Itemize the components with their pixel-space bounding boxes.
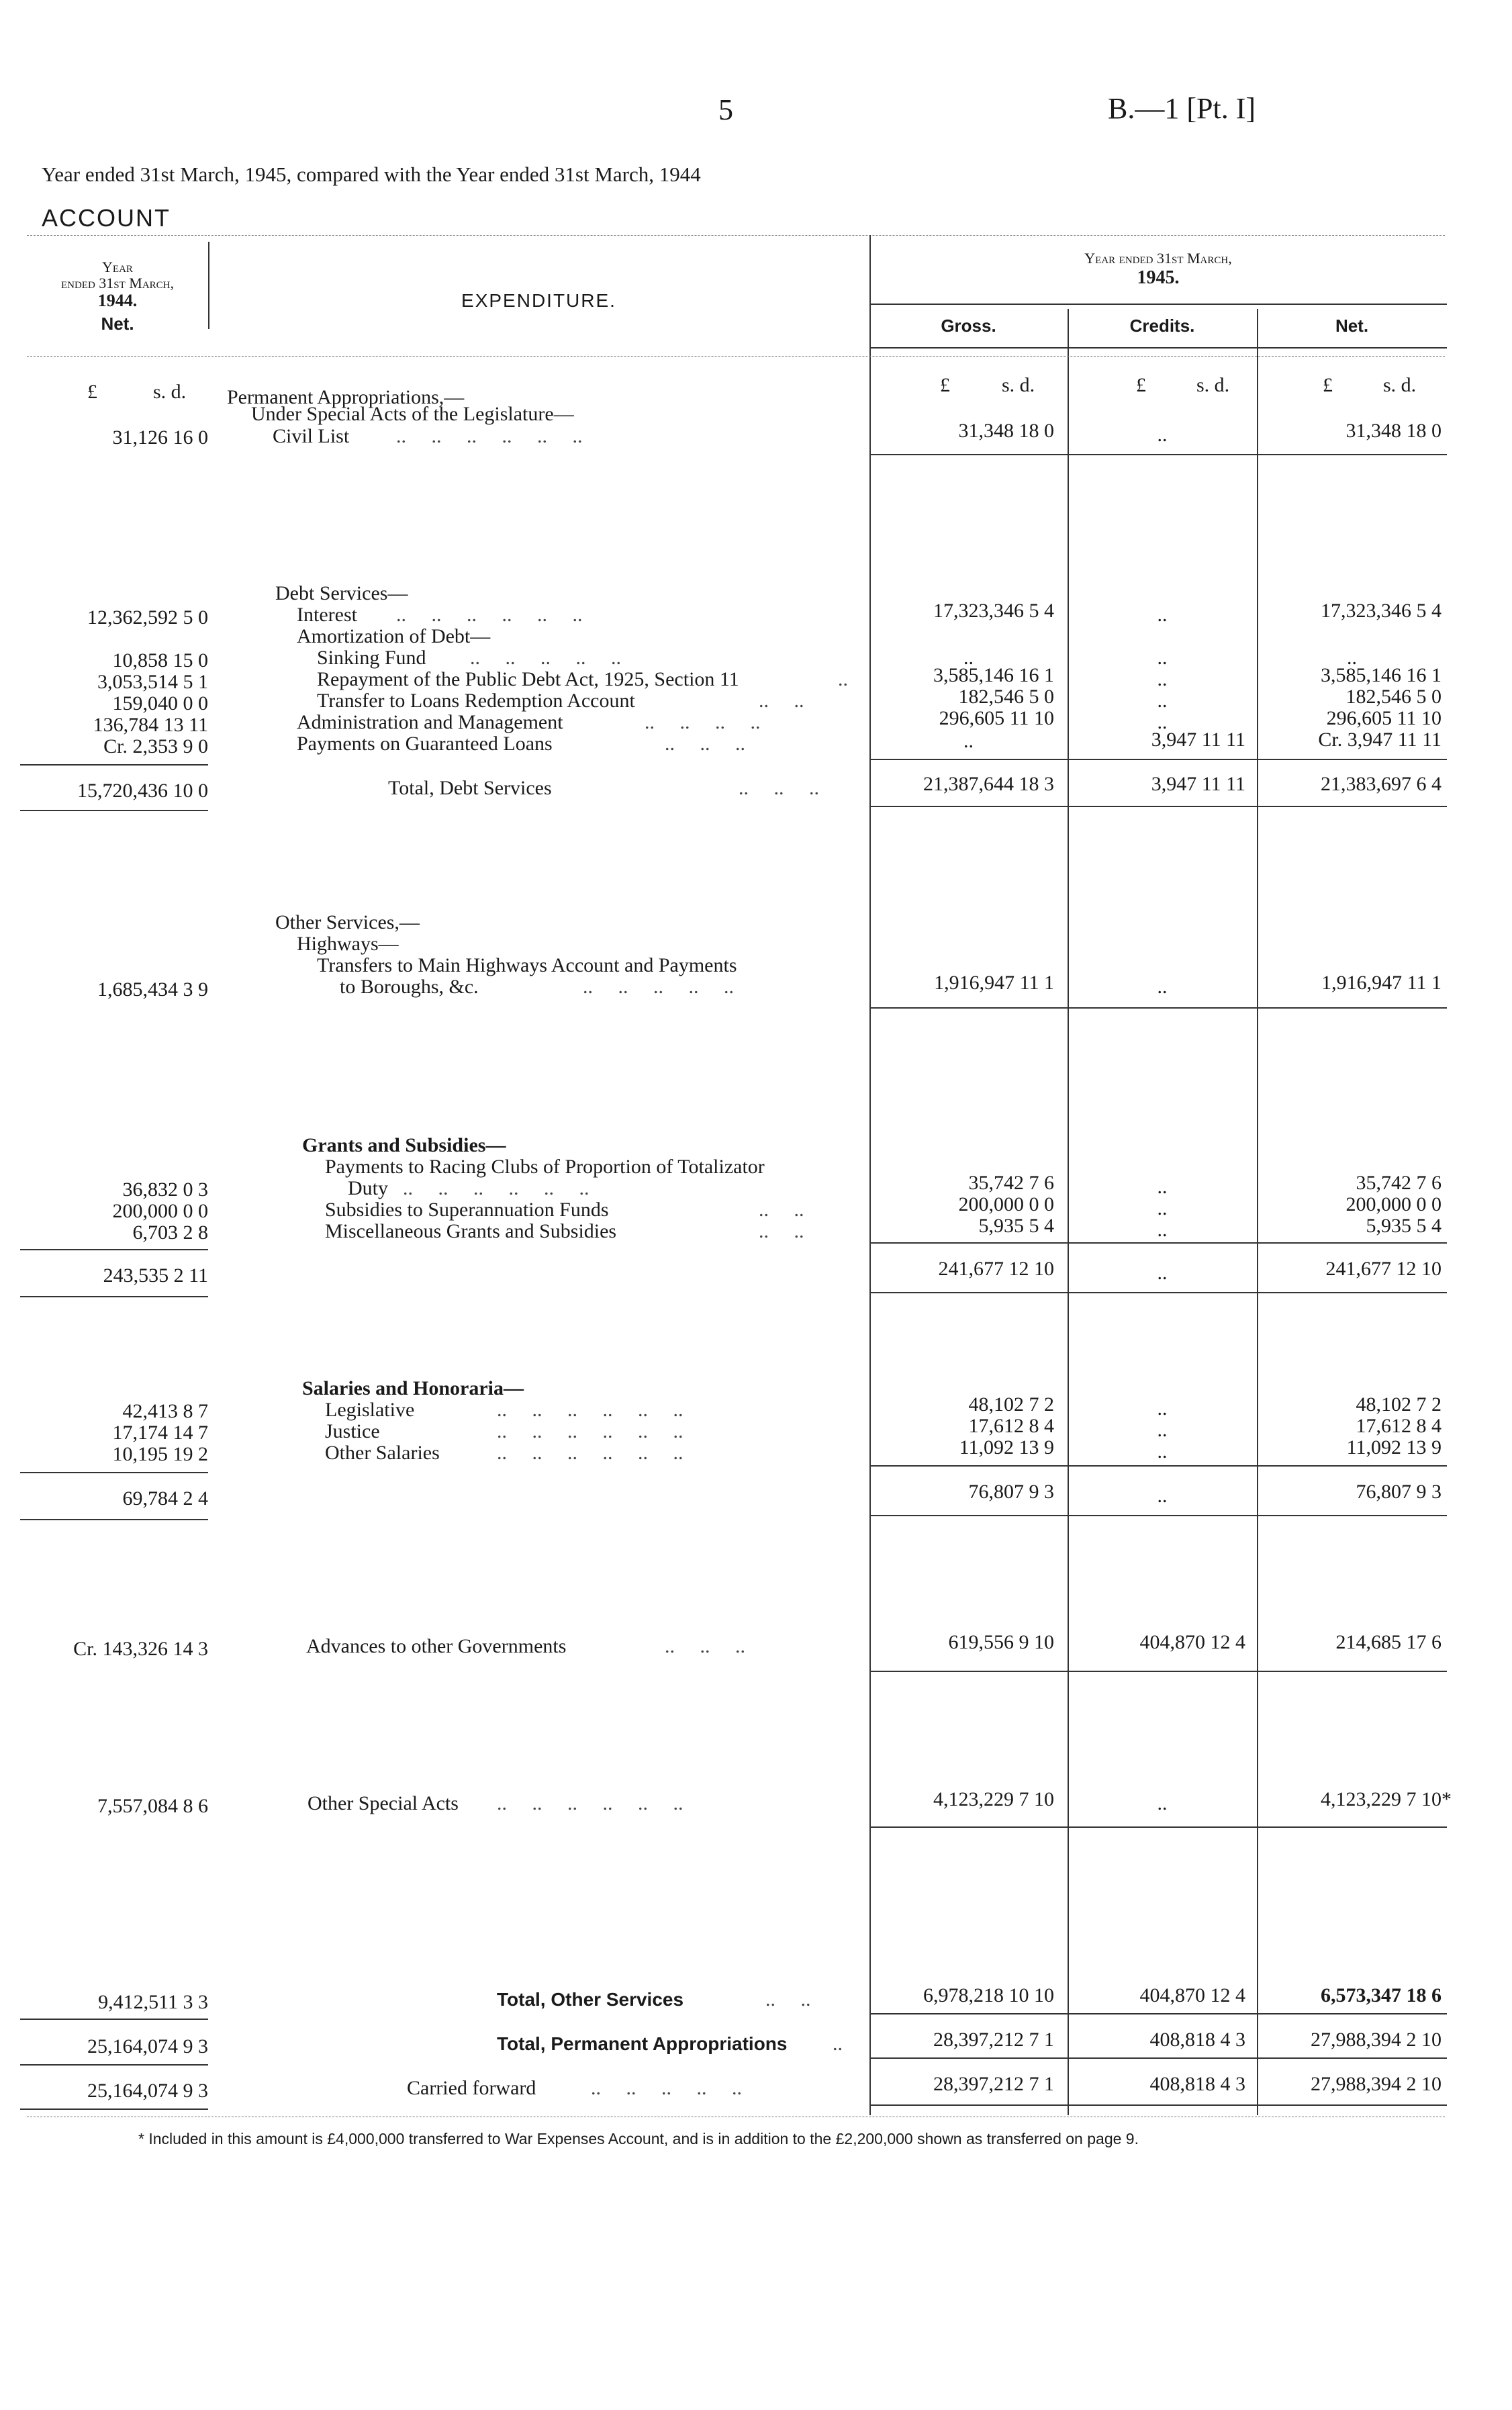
superannuation-prev: 200,000 0 0 bbox=[112, 1200, 208, 1222]
interest-prev: 12,362,592 5 0 bbox=[87, 606, 208, 629]
leader-dots: .. .. .. .. bbox=[645, 711, 761, 733]
interest-net: 17,323,346 5 4 bbox=[1321, 600, 1442, 622]
total-other-label: Total, Other Services bbox=[497, 1989, 684, 2010]
gross-heading: Gross. bbox=[941, 316, 996, 336]
leader-dots: .. .. bbox=[765, 1988, 811, 2010]
debt-total-net: 21,383,697 6 4 bbox=[1321, 773, 1442, 795]
administration-credits: .. bbox=[1157, 711, 1168, 733]
rule-total-other bbox=[869, 2013, 1447, 2014]
salaries-total-net: 76,807 9 3 bbox=[1356, 1481, 1442, 1503]
leader-dots: .. bbox=[838, 668, 848, 690]
guaranteed-net: Cr. 3,947 11 11 bbox=[1318, 729, 1442, 751]
unit-pound-net: £ bbox=[1323, 374, 1333, 396]
rule-highways bbox=[869, 1007, 1447, 1009]
highways-credits: .. bbox=[1157, 976, 1168, 998]
perm-subheading: Under Special Acts of the Legislature— bbox=[251, 403, 574, 425]
carried-forward-credits: 408,818 4 3 bbox=[1149, 2073, 1245, 2095]
rule-salaries-subtotal bbox=[869, 1465, 1447, 1467]
civil-list-label: Civil List bbox=[273, 425, 350, 447]
amortization-heading: Amortization of Debt— bbox=[297, 625, 491, 647]
leader-dots: .. .. .. .. .. .. bbox=[497, 1420, 683, 1442]
debt-total-prev: 15,720,436 10 0 bbox=[77, 780, 208, 802]
leader-dots: .. .. .. bbox=[665, 1635, 745, 1657]
leader-dots: .. .. .. .. .. .. bbox=[403, 1177, 589, 1199]
leader-dots: .. .. .. .. .. bbox=[470, 647, 621, 669]
right-head-1945: 1945. bbox=[1137, 267, 1180, 288]
carried-forward-net: 27,988,394 2 10 bbox=[1311, 2073, 1442, 2095]
highways-net: 1,916,947 11 1 bbox=[1321, 972, 1442, 994]
left-head-net: Net. bbox=[101, 314, 134, 334]
rule-advances bbox=[869, 1671, 1447, 1672]
repayment-credits: .. bbox=[1157, 668, 1168, 690]
debt-total-label: Total, Debt Services bbox=[388, 777, 552, 799]
highways-gross: 1,916,947 11 1 bbox=[934, 972, 1054, 994]
guaranteed-label: Payments on Guaranteed Loans bbox=[297, 733, 553, 755]
rule-total-other-prev bbox=[20, 2019, 208, 2020]
leader-dots: .. .. .. .. .. .. bbox=[497, 1792, 683, 1814]
rule-total-perm-prev bbox=[20, 2064, 208, 2066]
rule-grants-prev bbox=[20, 1249, 208, 1250]
repayment-prev: 3,053,514 5 1 bbox=[97, 671, 208, 693]
rule-total-perm bbox=[869, 2057, 1447, 2059]
administration-label: Administration and Management bbox=[297, 711, 563, 733]
highways-heading: Highways— bbox=[297, 933, 399, 955]
special-acts-prev: 7,557,084 8 6 bbox=[97, 1795, 208, 1817]
legislative-credits: .. bbox=[1157, 1397, 1168, 1420]
sinking-fund-prev: 10,858 15 0 bbox=[112, 649, 208, 671]
unit-sd-gross: s. d. bbox=[1002, 374, 1035, 396]
unit-pound-credits: £ bbox=[1136, 374, 1146, 396]
highways-transfers-line2: to Boroughs, &c. bbox=[340, 976, 479, 998]
sinking-fund-credits: .. bbox=[1157, 647, 1168, 669]
racing-clubs-credits: .. bbox=[1157, 1176, 1168, 1198]
head-rule-columns bbox=[869, 347, 1447, 349]
left-head-1944: 1944. bbox=[97, 291, 138, 310]
interest-credits: .. bbox=[1157, 604, 1168, 626]
interest-gross: 17,323,346 5 4 bbox=[933, 600, 1054, 622]
advances-credits: 404,870 12 4 bbox=[1139, 1631, 1245, 1653]
unit-pound-prev: £ bbox=[87, 381, 97, 403]
leader-dots: .. .. .. bbox=[665, 733, 745, 755]
repayment-label: Repayment of the Public Debt Act, 1925, Section 11 bbox=[317, 668, 739, 690]
legislative-label: Legislative bbox=[325, 1399, 415, 1421]
leader-dots: .. .. .. .. .. bbox=[591, 2077, 742, 2099]
transfer-label: Transfer to Loans Redemption Account bbox=[317, 690, 635, 712]
guaranteed-credits: 3,947 11 11 bbox=[1151, 729, 1245, 751]
total-perm-label: Total, Permanent Appropriations bbox=[497, 2033, 788, 2054]
justice-net: 17,612 8 4 bbox=[1356, 1415, 1442, 1437]
rule-grants-total-prev bbox=[20, 1296, 208, 1297]
total-other-credits: 404,870 12 4 bbox=[1139, 1984, 1245, 2006]
legislative-net: 48,102 7 2 bbox=[1356, 1393, 1442, 1416]
grants-total-credits: .. bbox=[1157, 1262, 1168, 1284]
racing-clubs-line2: Duty bbox=[348, 1177, 388, 1199]
rule-debt-subtotal bbox=[869, 759, 1447, 760]
debt-heading: Debt Services— bbox=[275, 582, 408, 604]
administration-prev: 136,784 13 11 bbox=[93, 714, 208, 736]
rule-debt-prev bbox=[20, 764, 208, 766]
justice-prev: 17,174 14 7 bbox=[112, 1422, 208, 1444]
expenditure-heading: EXPENDITURE. bbox=[461, 290, 616, 311]
racing-clubs-line1: Payments to Racing Clubs of Proportion of Totalizator bbox=[325, 1156, 765, 1178]
head-rule-dashed bbox=[27, 356, 1445, 357]
salaries-heading: Salaries and Honoraria— bbox=[302, 1377, 524, 1399]
justice-label: Justice bbox=[325, 1420, 380, 1442]
highways-transfers-line1: Transfers to Main Highways Account and Payments bbox=[317, 954, 737, 976]
rule-carried-forward bbox=[869, 2104, 1447, 2106]
special-acts-gross: 4,123,229 7 10 bbox=[933, 1788, 1054, 1810]
misc-grants-gross: 5,935 5 4 bbox=[978, 1215, 1054, 1237]
leader-dots: .. .. .. .. .. .. bbox=[497, 1442, 683, 1464]
legislative-prev: 42,413 8 7 bbox=[122, 1400, 208, 1422]
misc-grants-credits: .. bbox=[1157, 1219, 1168, 1241]
rule-grants-subtotal bbox=[869, 1242, 1447, 1244]
leader-dots: .. .. .. .. .. .. bbox=[497, 1399, 683, 1421]
rule-carried-forward-prev bbox=[20, 2108, 208, 2110]
grants-total-gross: 241,677 12 10 bbox=[938, 1258, 1054, 1280]
racing-clubs-prev: 36,832 0 3 bbox=[122, 1178, 208, 1201]
sinking-fund-label: Sinking Fund bbox=[317, 647, 426, 669]
perm-heading: Permanent Appropriations,— bbox=[227, 386, 465, 408]
debt-total-gross: 21,387,644 18 3 bbox=[923, 773, 1054, 795]
leader-dots: .. .. bbox=[759, 1199, 804, 1221]
special-acts-net: 4,123,229 7 10* bbox=[1321, 1788, 1452, 1810]
civil-list-credits: .. bbox=[1157, 424, 1168, 446]
carried-forward-gross: 28,397,212 7 1 bbox=[933, 2073, 1054, 2095]
grants-total-prev: 243,535 2 11 bbox=[103, 1264, 208, 1287]
guaranteed-gross: .. bbox=[963, 730, 974, 752]
transfer-prev: 159,040 0 0 bbox=[112, 692, 208, 714]
credits-heading: Credits. bbox=[1129, 316, 1195, 336]
other-salaries-gross: 11,092 13 9 bbox=[959, 1436, 1054, 1458]
leader-dots: .. .. .. .. .. .. bbox=[396, 425, 583, 447]
rule-grants-total bbox=[869, 1292, 1447, 1293]
rule-debt-total bbox=[869, 806, 1447, 807]
superannuation-label: Subsidies to Superannuation Funds bbox=[325, 1199, 609, 1221]
right-head-year: Year ended 31st March, bbox=[1084, 250, 1232, 267]
total-other-net: 6,573,347 18 6 bbox=[1321, 1984, 1442, 2006]
interest-label: Interest bbox=[297, 604, 357, 626]
other-services-heading: Other Services,— bbox=[275, 911, 420, 933]
superannuation-credits: .. bbox=[1157, 1197, 1168, 1219]
head-rule-year bbox=[869, 304, 1447, 305]
justice-credits: .. bbox=[1157, 1419, 1168, 1441]
unit-pound-gross: £ bbox=[940, 374, 950, 396]
page-number: 5 bbox=[718, 93, 733, 126]
repayment-gross: 3,585,146 16 1 bbox=[933, 664, 1054, 686]
net-heading: Net. bbox=[1335, 316, 1369, 336]
sinking-fund-net: .. bbox=[1347, 647, 1357, 669]
leader-dots: .. .. .. .. .. bbox=[583, 976, 734, 998]
rule-salaries-prev bbox=[20, 1472, 208, 1473]
page-subtitle: Year ended 31st March, 1945, compared with the Year ended 31st March, 1944 bbox=[42, 163, 701, 186]
rule-debt-total-prev bbox=[20, 810, 208, 811]
debt-total-credits: 3,947 11 11 bbox=[1151, 773, 1245, 795]
total-perm-gross: 28,397,212 7 1 bbox=[933, 2029, 1054, 2051]
unit-sd-net: s. d. bbox=[1383, 374, 1417, 396]
rule-salaries-total-prev bbox=[20, 1519, 208, 1520]
total-perm-prev: 25,164,074 9 3 bbox=[87, 2035, 208, 2057]
civil-list-net: 31,348 18 0 bbox=[1345, 420, 1442, 442]
leader-dots: .. bbox=[833, 2033, 843, 2055]
highways-prev: 1,685,434 3 9 bbox=[97, 978, 208, 1001]
document-reference: B.—1 [Pt. I] bbox=[1108, 92, 1256, 125]
grants-total-net: 241,677 12 10 bbox=[1325, 1258, 1442, 1280]
sinking-fund-gross: .. bbox=[963, 647, 974, 669]
leader-dots: .. .. .. .. .. .. bbox=[396, 604, 583, 626]
left-head-year: Year bbox=[102, 259, 133, 275]
civil-list-gross: 31,348 18 0 bbox=[958, 420, 1054, 442]
advances-net: 214,685 17 6 bbox=[1335, 1631, 1442, 1653]
leader-dots: .. .. .. bbox=[739, 777, 819, 799]
rule-salaries-total bbox=[869, 1515, 1447, 1516]
legislative-gross: 48,102 7 2 bbox=[968, 1393, 1054, 1416]
unit-sd-prev: s. d. bbox=[153, 381, 187, 403]
misc-grants-label: Miscellaneous Grants and Subsidies bbox=[325, 1220, 617, 1242]
transfer-net: 182,546 5 0 bbox=[1345, 686, 1442, 708]
civil-list-prev: 31,126 16 0 bbox=[112, 426, 208, 449]
account-title: ACCOUNT bbox=[42, 204, 171, 232]
repayment-net: 3,585,146 16 1 bbox=[1321, 664, 1442, 686]
carried-forward-label: Carried forward bbox=[407, 2077, 536, 2099]
salaries-total-gross: 76,807 9 3 bbox=[968, 1481, 1054, 1503]
transfer-credits: .. bbox=[1157, 690, 1168, 712]
unit-sd-credits: s. d. bbox=[1196, 374, 1230, 396]
misc-grants-net: 5,935 5 4 bbox=[1366, 1215, 1442, 1237]
superannuation-gross: 200,000 0 0 bbox=[958, 1193, 1054, 1215]
advances-label: Advances to other Governments bbox=[306, 1635, 567, 1657]
racing-clubs-gross: 35,742 7 6 bbox=[968, 1172, 1054, 1194]
top-rule bbox=[27, 235, 1445, 236]
other-salaries-label: Other Salaries bbox=[325, 1442, 440, 1464]
grants-heading: Grants and Subsidies— bbox=[302, 1134, 506, 1156]
guaranteed-prev: Cr. 2,353 9 0 bbox=[103, 735, 208, 757]
other-salaries-credits: .. bbox=[1157, 1440, 1168, 1463]
special-acts-credits: .. bbox=[1157, 1792, 1168, 1814]
advances-gross: 619,556 9 10 bbox=[948, 1631, 1054, 1653]
total-perm-credits: 408,818 4 3 bbox=[1149, 2029, 1245, 2051]
leader-dots: .. .. bbox=[759, 1220, 804, 1242]
total-other-gross: 6,978,218 10 10 bbox=[923, 1984, 1054, 2006]
left-head-ended: ended 31st March, bbox=[60, 275, 175, 291]
racing-clubs-net: 35,742 7 6 bbox=[1356, 1172, 1442, 1194]
administration-gross: 296,605 11 10 bbox=[939, 707, 1054, 729]
total-other-prev: 9,412,511 3 3 bbox=[98, 1991, 208, 2013]
other-salaries-prev: 10,195 19 2 bbox=[112, 1443, 208, 1465]
misc-grants-prev: 6,703 2 8 bbox=[132, 1221, 208, 1244]
salaries-total-prev: 69,784 2 4 bbox=[122, 1487, 208, 1510]
special-acts-label: Other Special Acts bbox=[308, 1792, 459, 1814]
transfer-gross: 182,546 5 0 bbox=[958, 686, 1054, 708]
advances-prev: Cr. 143,326 14 3 bbox=[73, 1638, 208, 1660]
administration-net: 296,605 11 10 bbox=[1326, 707, 1442, 729]
rule-special-acts bbox=[869, 1826, 1447, 1828]
other-salaries-net: 11,092 13 9 bbox=[1346, 1436, 1442, 1458]
salaries-total-credits: .. bbox=[1157, 1485, 1168, 1507]
carried-forward-prev: 25,164,074 9 3 bbox=[87, 2080, 208, 2102]
superannuation-net: 200,000 0 0 bbox=[1345, 1193, 1442, 1215]
justice-gross: 17,612 8 4 bbox=[968, 1415, 1054, 1437]
total-perm-net: 27,988,394 2 10 bbox=[1311, 2029, 1442, 2051]
footnote: * Included in this amount is £4,000,000 transferred to War Expenses Account, and is in addition to the £2,200,000 shown as transferred on page 9. bbox=[138, 2130, 1139, 2147]
leader-dots: .. .. bbox=[759, 690, 804, 712]
rule-civil-list bbox=[869, 454, 1447, 455]
